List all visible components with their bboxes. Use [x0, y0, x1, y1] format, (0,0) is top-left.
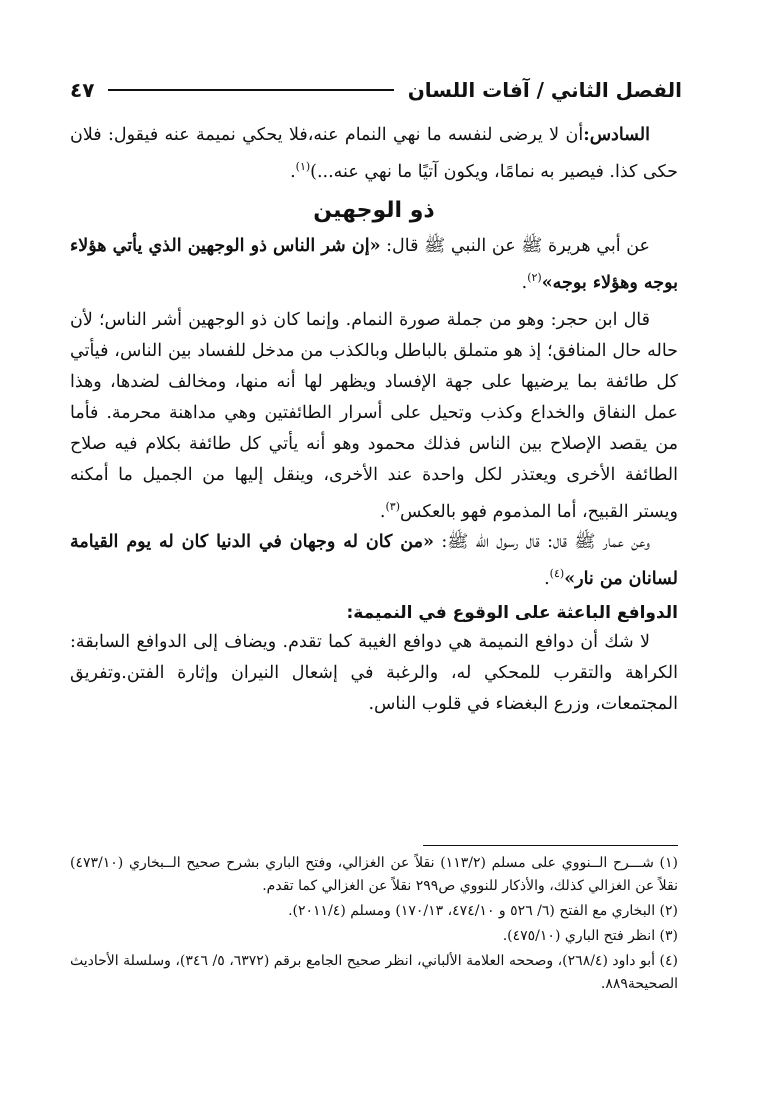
paragraph-sixth — [70, 120, 678, 188]
footnote-ref-4: (٤) — [549, 567, 565, 581]
page-body — [70, 120, 678, 720]
narration-end: . — [521, 272, 528, 293]
sixth-text: أن لا يرضى لنفسه ما نهي النمام عنه،فلا يحكي نميمة عنه فيقول: فلان حكى كذا. فيصير به نمامًا، ويكون آتيًا ما نهي عنه...) — [70, 125, 678, 182]
footnote-3: (٣) انظر فتح الباري (٤٧٥/١٠). — [502, 928, 678, 944]
footnote-separator — [423, 845, 678, 846]
page-number: ٤٧ — [70, 78, 95, 102]
paragraph-ammar — [70, 527, 678, 595]
paragraph-ibn-hajar — [70, 305, 678, 528]
section-title: ذو الوجهين — [313, 197, 435, 223]
footnote-2: (٢) البخاري مع الفتح (٦/ ٥٢٦ و ٤٧٤/١٠، ١٧٠/١٣) ومسلم (٢٠١١/٤). — [288, 903, 678, 919]
footnote-ref-2: (٢) — [527, 270, 542, 284]
footnotes — [70, 852, 678, 998]
footnote-ref-3: (٣) — [385, 499, 401, 513]
narration-intro: عن أبي هريرة ﷺ عن النبي ﷺ قال: — [380, 235, 650, 256]
sixth-end: . — [290, 161, 296, 182]
ammar-intro: وعن عمار ﷺ قال: قال رسول الله ﷺ: — [433, 532, 651, 553]
ammar-hadith: «من كان له وجهان في الدنيا كان له يوم القيامة لسانان من نار» — [70, 532, 678, 590]
subheading-motives: الدوافع الباعثة على الوقوع في النميمة: — [346, 603, 678, 624]
sixth-label: السادس: — [583, 125, 650, 145]
ammar-end: . — [544, 569, 550, 590]
footnote-ref-1: (١) — [295, 160, 311, 173]
footnote-1: (١) شـــرح الــنووي على مسلم (١١٣/٢) نقلاً عن الغزالي، وفتح الباري بشرح صحيح الــبخاري (٤٧٣/١٠) نقلاً عن الغزالي كذلك، والأذكار للنووي ص٢٩٩ نقلاً عن الغزالي كما تقدم. — [70, 855, 678, 894]
ibn-hajar-end: . — [379, 501, 386, 522]
footnote-4: (٤) أبو داود (٢٦٨/٤)، وصححه العلامة الألباني، انظر صحيح الجامع برقم (٦٣٧٢، ٥/ ٣٤٦)، وسلسلة الأحاديث الصحيحة٨٨٩. — [70, 953, 678, 992]
ibn-hajar-text: قال ابن حجر: وهو من جملة صورة النمام. وإنما كان ذو الوجهين أشر الناس؛ لأن حاله حال المنافق؛ إذ هو متملق بالباطل وبالكذب من مدخل للفساد بين الناس، فيأتي كل طائفة بما يرضيها على جهة الإفساد ويظهر لها أنه منها، ومخالف لضدها، وهذا عمل النفاق والخداع وكذب وتحيل على أسرار الطائفتين وهي مداهنة محرمة. فأما من يقصد الإصلاح بين الناس فذلك محمود وهو أنه يأتي كل طائفة بكلام فيه صلاح الطائفة الأخرى ويعتذر لكل واحدة عند الأخرى، وينقل إليها من الجميل ما أمكنه ويستر القبيح، أما المذموم فهو بالعكس — [70, 309, 678, 522]
paragraph-abu-hurairah — [70, 231, 678, 299]
page-header — [70, 70, 682, 110]
header-rule — [108, 89, 393, 91]
hadith-text: «إن شر الناس ذو الوجهين الذي يأتي هؤلاء بوجه وهؤلاء بوجه» — [70, 235, 678, 293]
paragraph-motives: لا شك أن دوافع النميمة هي دوافع الغيبة كما تقدم. ويضاف إلى الدوافع السابقة: الكراهة والتقرب للمحكي له، والرغبة في إشعال النيران وإثارة الفتن.وتفريق المجتمعات، وزرع البغضاء في قلوب الناس. — [70, 632, 678, 715]
running-title: الفصل الثاني / آفات اللسان — [407, 78, 682, 102]
